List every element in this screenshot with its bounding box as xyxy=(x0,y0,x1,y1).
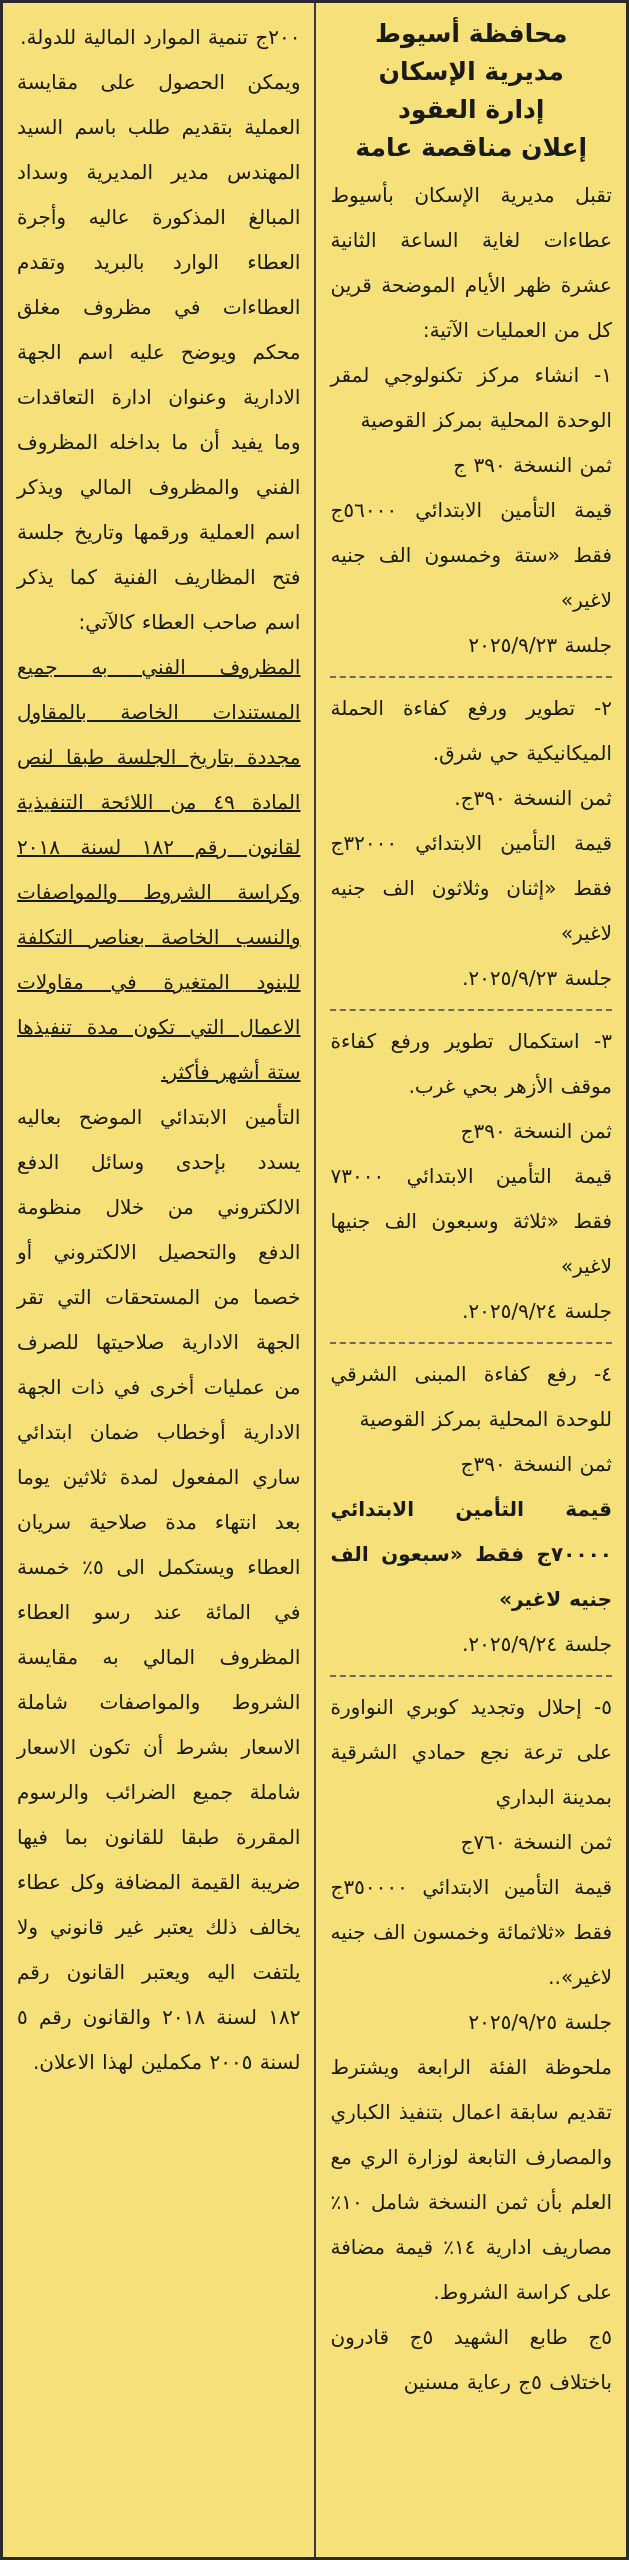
intro-text: تقبل مديرية الإسكان بأسيوط عطاءات لغاية الساعة الثانية عشرة ظهر الأيام الموضحة قرين كل من العمليات الآتية: xyxy=(330,183,612,342)
divider xyxy=(330,676,612,678)
operation-5-title: ٥- إحلال وتجديد كوبري النواورة على ترعة نجع حمادي الشرقية بمدينة البداري xyxy=(330,1695,612,1809)
operation-3-session: جلسة ٢٠٢٥/٩/٢٤. xyxy=(462,1299,612,1323)
operation-2-title: ٢- تطوير ورفع كفاءة الحملة الميكانيكية حي شرق. xyxy=(330,696,612,765)
divider xyxy=(330,1009,612,1011)
submission-instructions: ويمكن الحصول على مقايسة العملية بتقديم طلب باسم السيد المهندس مدير المديرية وسداد المبالغ المذكورة عاليه وأجرة العطاء الوارد بالبريد وتقدم العطاءات في مظروف مغلق محكم ويوضح عليه اسم الجهة الادارية وعنوان ادارة التعاقدات وما يفيد أن ما بداخله المظروف الفني والمظروف المالي ويذكر اسم العملية ورقمها وتاريخ جلسة فتح المظاريف الفنية كما يذكر اسم صاحب العطاء كالآتي: xyxy=(17,70,301,634)
operation-4-insurance: قيمة التأمين الابتدائي ٧٠٠٠٠ج فقط «سبعون الف جنيه لاغير» xyxy=(330,1497,612,1611)
operation-4-title: ٤- رفع كفاءة المبنى الشرقي للوحدة المحلية بمركز القوصية xyxy=(330,1362,612,1431)
operation-4-session: جلسة ٢٠٢٥/٩/٢٤. xyxy=(462,1632,612,1656)
directorate-title: مديرية الإسكان xyxy=(378,57,564,86)
operation-1-title: ١- انشاء مركز تكنولوجي لمقر الوحدة المحلية بمركز القوصية xyxy=(330,363,612,432)
technical-envelope: المظروف الفني به جميع المستندات الخاصة بالمقاول مجددة بتاريخ الجلسة طبقا لنص المادة ٤٩ من اللائحة التنفيذية لقانون رقم ١٨٢ لسنة ٢٠١٨ وكراسة الشروط والمواصفات والنسب الخاصة بعناصر التكلفة للبنود المتغيرة في مقاولات الاعمال التي تكون مدة تنفيذها ستة أشهر فأكثر. xyxy=(17,655,301,1084)
operation-2 xyxy=(330,686,612,1001)
stamp-fees: ٥ج طابع الشهيد ٥ج قادرون باختلاف ٥ج رعاية مسنين xyxy=(330,2325,612,2394)
operation-5-insurance: قيمة التأمين الابتدائي ٣٥٠٠٠٠ج فقط «ثلاثمائة وخمسون الف جنيه لاغير».. xyxy=(330,1875,612,1989)
announcement-title: إعلان مناقصة عامة xyxy=(355,133,588,162)
operation-2-insurance: قيمة التأمين الابتدائي ٣٢٠٠٠ج فقط «إثنان وثلاثون الف جنيه لاغير» xyxy=(330,831,612,945)
operation-4-price: ثمن النسخة ٣٩٠ج xyxy=(460,1452,612,1476)
divider xyxy=(330,1675,612,1677)
operation-1 xyxy=(330,353,612,668)
operation-2-price: ثمن النسخة ٣٩٠ج. xyxy=(454,786,612,810)
development-fee: ٢٠٠ج تنمية الموارد المالية للدولة. xyxy=(20,25,301,49)
insurance-terms: التأمين الابتدائي الموضح بعاليه يسدد بإحدى وسائل الدفع الالكتروني من خلال منظومة الدفع والتحصيل الالكتروني أو خصما من المستحقات التي تقر الجهة الادارية صلاحيتها للصرف من عمليات أخرى في ذات الجهة الادارية أوخطاب ضمان ابتدائي ساري المفعول لمدة ثلاثين يوما بعد انتهاء مدة صلاحية سريان العطاء ويستكمل الى ٥٪ خمسة في المائة عند رسو العطاء المظروف المالي به مقايسة الشروط والمواصفات شاملة الاسعار بشرط أن تكون الاسعار شاملة جميع الضرائب والرسوم المقررة طبقا للقانون بما فيها ضريبة القيمة المضافة وكل عطاء يخالف ذلك يعتبر غير قانوني ولا يلتفت اليه ويعتبر القانون رقم ١٨٢ لسنة ٢٠١٨ والقانون رقم ٥ لسنة ٢٠٠٥ مكملين لهذا الاعلان. xyxy=(17,1105,301,2074)
operation-1-session: جلسة ٢٠٢٥/٩/٢٣ xyxy=(468,633,612,657)
operation-3-title: ٣- استكمال تطوير ورفع كفاءة موقف الأزهر بحي غرب. xyxy=(330,1029,612,1098)
operation-2-session: جلسة ٢٠٢٥/٩/٢٣. xyxy=(462,966,612,990)
governorate-title: محافظة أسيوط xyxy=(375,19,568,48)
operation-1-insurance: قيمة التأمين الابتدائي ٥٦٠٠٠ج فقط «ستة وخمسون الف جنيه لاغير» xyxy=(330,498,612,612)
operation-4 xyxy=(330,1352,612,1667)
operation-5-session: جلسة ٢٠٢٥/٩/٢٥ xyxy=(468,2010,612,2034)
operation-1-price: ثمن النسخة ٣٩٠ ج xyxy=(453,453,612,477)
operation-5 xyxy=(330,1685,612,2045)
category-note: ملحوظة الفئة الرابعة ويشترط تقديم سابقة اعمال بتنفيذ الكباري والمصارف التابعة لوزارة الري مع العلم بأن ثمن النسخة شامل ١٠٪ مصاريف ادارية ١٤٪ قيمة مضافة على كراسة الشروط. xyxy=(330,2055,612,2304)
operation-3-insurance: قيمة التأمين الابتدائي ٧٣٠٠٠ فقط «ثلاثة وسبعون الف جنيها لاغير» xyxy=(330,1164,612,1278)
divider xyxy=(330,1342,612,1344)
department-title: إدارة العقود xyxy=(398,95,545,124)
operation-3-price: ثمن النسخة ٣٩٠ج xyxy=(460,1119,612,1143)
left-column xyxy=(3,3,314,2557)
operation-3 xyxy=(330,1019,612,1334)
right-column xyxy=(314,3,626,2557)
operation-5-price: ثمن النسخة ٧٦٠ج xyxy=(460,1830,612,1854)
announcement-columns xyxy=(3,3,626,2557)
